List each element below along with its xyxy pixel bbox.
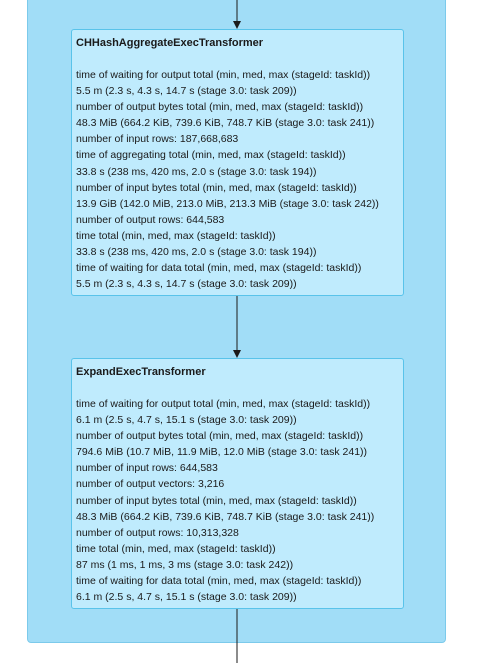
metric-line: 48.3 MiB (664.2 KiB, 739.6 KiB, 748.7 KiB (stage 3.0: task 241)) [76,510,375,523]
node-chhashaggregateexectransformer[interactable] [71,29,404,296]
metric-line: 87 ms (1 ms, 1 ms, 3 ms (stage 3.0: task 242)) [76,558,294,571]
metric-line: time of waiting for data total (min, med, max (stageId: taskId)) [76,575,362,588]
metric-line: 6.1 m (2.5 s, 4.7 s, 15.1 s (stage 3.0: task 209)) [76,414,297,427]
node-title: CHHashAggregateExecTransformer [76,37,264,49]
metric-line: time of waiting for output total (min, med, max (stageId: taskId)) [76,69,371,81]
metric-line: time of waiting for data total (min, med, max (stageId: taskId)) [76,262,362,275]
metric-line: 5.5 m (2.3 s, 4.3 s, 14.7 s (stage 3.0: task 209)) [76,278,297,291]
node-metrics [76,67,403,292]
metric-line: number of input rows: 644,583 [76,462,218,475]
node-metrics [76,396,403,605]
metric-line: 33.8 s (238 ms, 420 ms, 2.0 s (stage 3.0: task 194)) [76,246,317,259]
metric-line: time of aggregating total (min, med, max (stageId: taskId)) [76,149,346,162]
metric-line: 6.1 m (2.5 s, 4.7 s, 15.1 s (stage 3.0: task 209)) [76,591,297,604]
metric-line: number of input bytes total (min, med, max (stageId: taskId)) [76,181,357,194]
metric-line: 13.9 GiB (142.0 MiB, 213.0 MiB, 213.3 MiB (stage 3.0: task 242)) [76,197,379,210]
metric-line: number of input rows: 187,668,683 [76,133,239,146]
node-title: ExpandExecTransformer [76,366,206,378]
metric-line: time total (min, med, max (stageId: taskId)) [76,542,276,555]
metric-line: time of waiting for output total (min, med, max (stageId: taskId)) [76,398,371,410]
node-expandexectransformer[interactable] [71,358,404,609]
metric-line: number of output bytes total (min, med, max (stageId: taskId)) [76,430,364,443]
metric-line: 5.5 m (2.3 s, 4.3 s, 14.7 s (stage 3.0: task 209)) [76,85,297,98]
metric-line: number of input bytes total (min, med, max (stageId: taskId)) [76,494,357,507]
metric-line: number of output bytes total (min, med, max (stageId: taskId)) [76,101,364,114]
metric-line: number of output vectors: 3,216 [76,478,225,491]
metric-line: number of output rows: 10,313,328 [76,526,239,539]
metric-line: 33.8 s (238 ms, 420 ms, 2.0 s (stage 3.0: task 194)) [76,165,317,178]
metric-line: number of output rows: 644,583 [76,213,225,226]
metric-line: 794.6 MiB (10.7 MiB, 11.9 MiB, 12.0 MiB (stage 3.0: task 241)) [76,446,368,459]
metric-line: time total (min, med, max (stageId: taskId)) [76,229,276,242]
metric-line: 48.3 MiB (664.2 KiB, 739.6 KiB, 748.7 KiB (stage 3.0: task 241)) [76,117,375,130]
